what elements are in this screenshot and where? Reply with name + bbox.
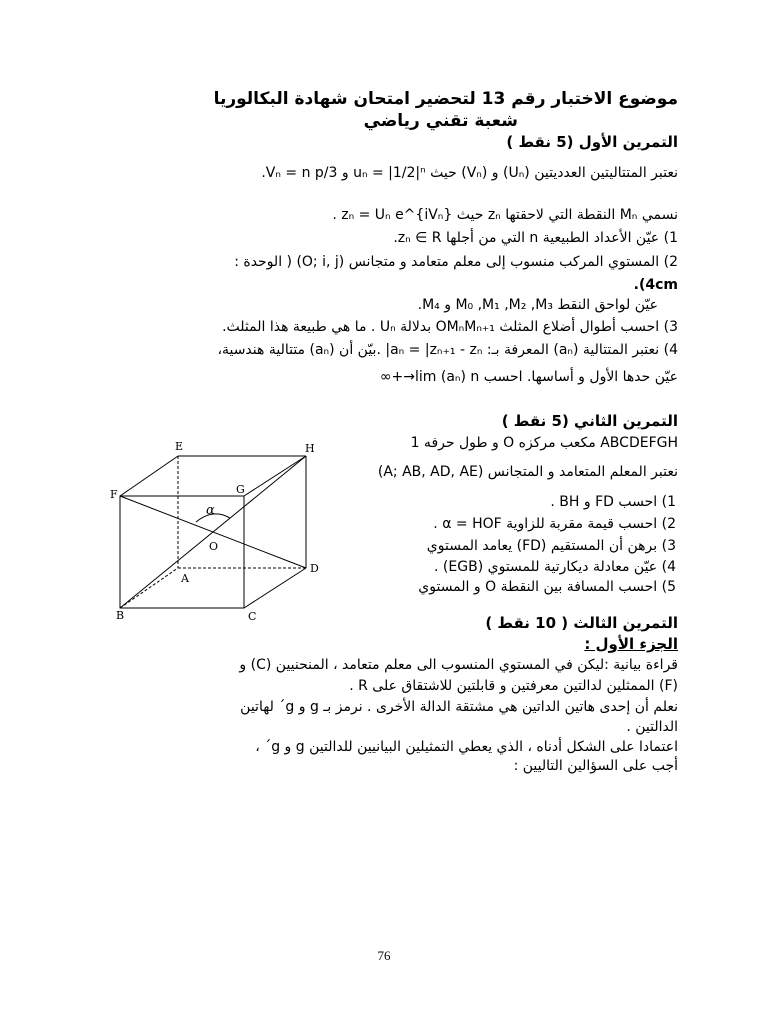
ex2-question-1: 1) احسب FD و BH . xyxy=(550,494,676,510)
ex2-question-5: 5) احسب المسافة بين النقطة O و المستوي xyxy=(418,579,676,595)
label-alpha: α xyxy=(206,503,215,518)
title-line-1: موضوع الاختبار رقم 13 لتحضير امتحان شهادة البكالوريا xyxy=(213,89,678,109)
ex2-line-1: ABCDEFGH مكعب مركزه O و طول حرفه 1 xyxy=(410,435,678,451)
ex1-line-2: نسمي Mₙ النقطة التي لاحقتها zₙ حيث zₙ = Uₙ e^{iVₙ} . xyxy=(332,207,678,223)
ex3-line-1: قراءة بيانية :ليكن في المستوي المنسوب الى معلم متعامد ، المنحنيين (C) و xyxy=(239,657,678,673)
exercise-2-heading: التمرين الثاني (5 نقط ) xyxy=(501,412,678,430)
ex1-question-4: 4) نعتبر المتتالية (aₙ) المعرفة بـ: aₙ = |zₙ₊₁ - zₙ| .بيّن أن (aₙ) متتالية هندسية، xyxy=(217,342,678,358)
ex3-line-4: الدالتين . xyxy=(626,719,678,735)
ex1-line-points: عيّن لواحق النقط M₀ ,M₁ ,M₂ ,M₃ و M₄. xyxy=(417,297,658,313)
ex1-question-1: 1) عيّن الأعداد الطبيعية n التي من أجلها zₙ ∈ R. xyxy=(393,230,678,246)
ex2-line-2: نعتبر المعلم المتعامد و المتجانس (A; AB, AD, AE) xyxy=(377,464,678,480)
label-G: G xyxy=(236,483,245,496)
label-F: F xyxy=(110,488,118,501)
label-O: O xyxy=(209,540,219,553)
title-line-2: شعبة تقني رياضي xyxy=(363,111,518,131)
page-number: 76 xyxy=(377,948,391,963)
exercise-3-heading: التمرين الثالث ( 10 نقط ) xyxy=(485,614,678,632)
ex3-line-3: نعلم أن إحدى هاتين الداتين هي مشتقة الدالة الأخرى . نرمز بـ g و g´ لهاتين xyxy=(240,699,678,715)
ex3-line-2: (F) الممثلين لدالتين معرفتين و قابلتين للاشتقاق على R . xyxy=(349,678,678,694)
label-B: B xyxy=(116,609,125,622)
label-D: D xyxy=(310,562,319,575)
exercise-1-heading: التمرين الأول (5 نقط ) xyxy=(506,133,678,151)
ex2-question-2: 2) احسب قيمة مقربة للزاوية α = HOF . xyxy=(433,516,676,532)
ex3-line-6: أجب على السؤالين التاليين : xyxy=(513,758,678,774)
ex2-question-3: 3) برهن أن المستقيم (FD) يعامد المستوي xyxy=(426,538,676,554)
label-H: H xyxy=(305,442,315,455)
label-A: A xyxy=(181,572,189,585)
ex2-question-4: 4) عيّن معادلة ديكارتية للمستوي (EGB) . xyxy=(434,559,676,575)
ex3-part-heading: الجزء الأول : xyxy=(584,635,678,653)
ex1-question-2: 2) المستوي المركب منسوب إلى معلم متعامد و متجانس (O; i, j) ( الوحدة : xyxy=(234,254,678,270)
cube-figure xyxy=(108,438,328,623)
label-E: E xyxy=(175,440,184,453)
ex3-line-5: اعتمادا على الشكل أدناه ، الذي يعطي التمثيلين البيانيين للدالتين g و g´ ، xyxy=(255,739,678,755)
ex1-question-3: 3) احسب أطوال أضلاع المثلث OMₙMₙ₊₁ بدلالة Uₙ . ما هي طبيعة هذا المثلث. xyxy=(222,319,678,335)
ex1-line-limit: عيّن حدها الأول و أساسها. احسب lim (aₙ) n→+∞ xyxy=(379,369,678,385)
ex1-unit: 4cm). xyxy=(633,277,678,293)
ex1-line-1: نعتبر المتتاليتين العدديتين (Uₙ) و (Vₙ) حيث uₙ = |1/2|ⁿ و Vₙ = n p/3. xyxy=(261,165,678,181)
label-C: C xyxy=(248,610,257,623)
